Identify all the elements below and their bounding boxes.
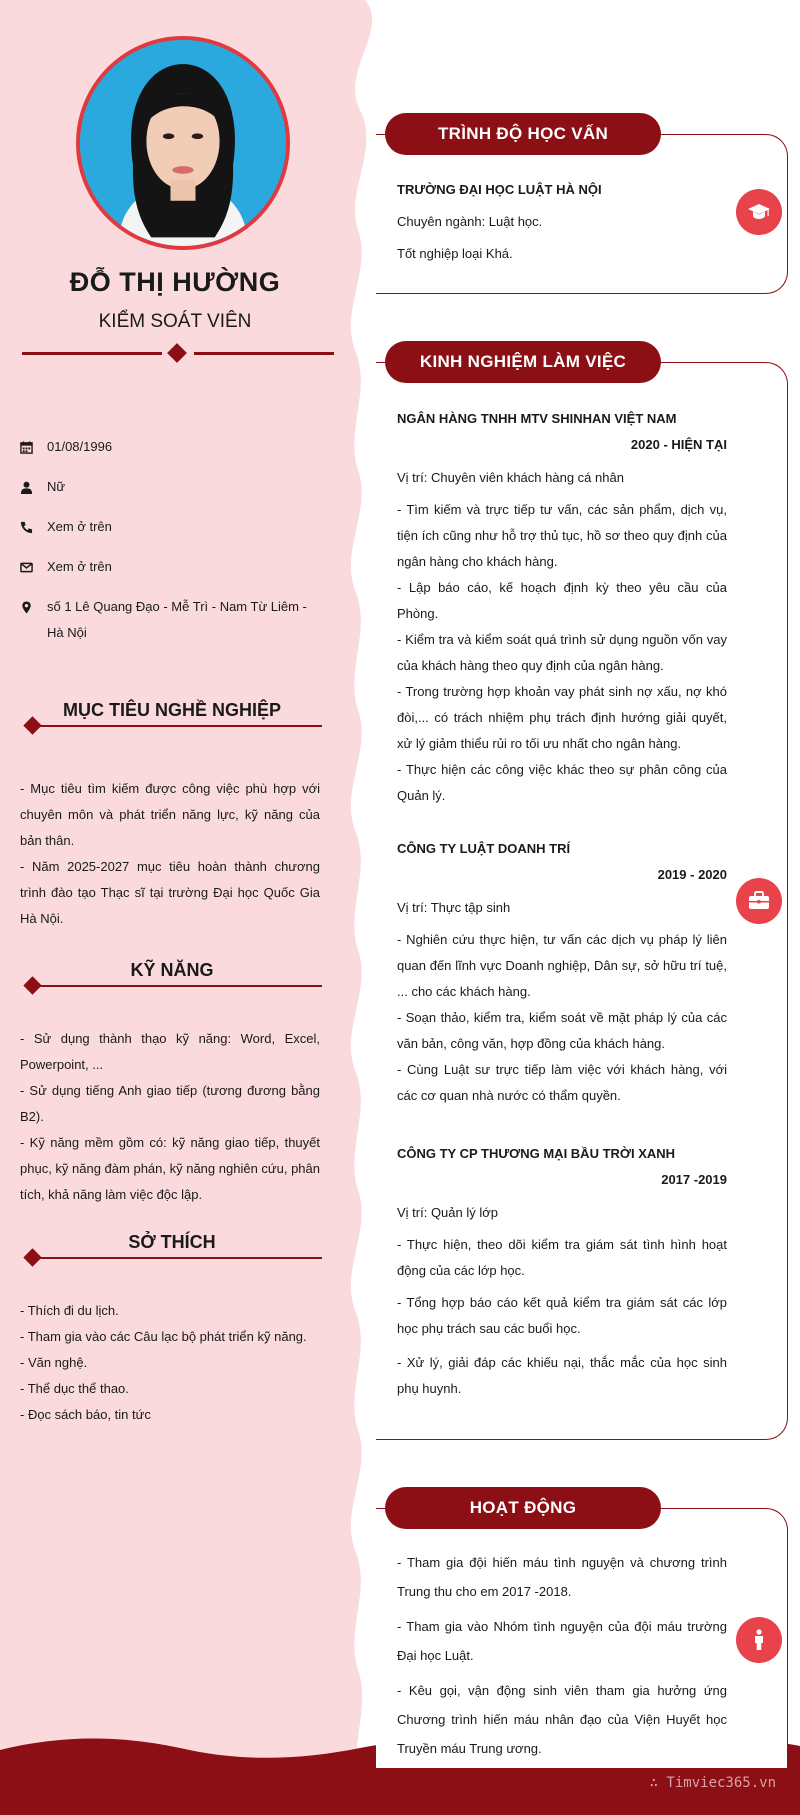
email-icon (20, 554, 47, 580)
hobby-item: - Tham gia vào các Câu lạc bộ phát triển kỹ năng. (20, 1329, 307, 1344)
location-icon (20, 594, 47, 620)
activity-item: - Tham gia vào Nhóm tình nguyện của đội máu trường Đại học Luật. (397, 1619, 727, 1663)
section-title: SỞ THÍCH (128, 1232, 216, 1252)
contact-gender (20, 474, 320, 500)
avatar (76, 36, 290, 250)
career-goal-item: - Năm 2025-2027 mục tiêu hoàn thành chương trình đào tạo Thạc sĩ tại trường Đại học Quốc Gia Hà Nội. (20, 859, 320, 926)
phone-icon (20, 514, 47, 540)
job-3 (397, 1141, 727, 1402)
job-task: - Kiểm tra và kiểm soát quá trình sử dụng nguồn vốn vay của khách hàng theo quy định của ngân hàng. (397, 632, 727, 673)
job-title: KIỂM SOÁT VIÊN (98, 311, 252, 332)
contact-address (20, 594, 320, 646)
name-divider (22, 344, 334, 362)
graduation-cap-icon (736, 189, 782, 235)
hobby-item: - Thích đi du lịch. (20, 1303, 119, 1318)
job-1 (397, 406, 727, 809)
education-line: Tốt nghiệp loại Khá. (397, 246, 513, 261)
hobbies-content (20, 1298, 320, 1428)
job-position: Vị trí: Thực tập sinh (397, 900, 511, 915)
job-task: - Thực hiện các công việc khác theo sự phân công của Quản lý. (397, 762, 727, 803)
hobbies-header (22, 1232, 322, 1262)
hobby-item: - Thể dục thể thao. (20, 1381, 129, 1396)
job-task: - Xử lý, giải đáp các khiếu nại, thắc mắc của học sinh phụ huynh. (397, 1355, 727, 1396)
contact-value: Xem ở trên (47, 519, 112, 534)
company-name: CÔNG TY CP THƯƠNG MẠI BẦU TRỜI XANH (397, 1146, 676, 1161)
activity-item: - Tham gia đội hiến máu tình nguyện và chương trình Trung thu cho em 2017 -2018. (397, 1555, 727, 1599)
job-task: - Lập báo cáo, kế hoạch định kỳ theo yêu cầu của Phòng. (397, 580, 727, 621)
company-name: CÔNG TY LUẬT DOANH TRÍ (397, 841, 571, 856)
contact-value: Nữ (47, 479, 66, 494)
contact-birthday (20, 434, 320, 460)
job-task: - Trong trường hợp khoản vay phát sinh nợ xấu, nợ khó đòi,... có trách nhiệm phụ trách định hướng giải quyết, xử lý giảm thiểu rủi ro tối ưu nhất cho ngân hàng. (397, 684, 727, 751)
section-title: KỸ NĂNG (130, 960, 214, 980)
activities-content (397, 1548, 727, 1763)
education-content (397, 177, 727, 267)
section-title: MỤC TIÊU NGHỀ NGHIỆP (62, 700, 281, 720)
experience-title: KINH NGHIỆM LÀM VIỆC (385, 341, 661, 383)
person-icon (736, 1617, 782, 1663)
job-task: - Thực hiện, theo dõi kiểm tra giám sát tình hình hoạt động của các lớp học. (397, 1237, 727, 1278)
candidate-name: ĐỖ THỊ HƯỜNG (69, 267, 281, 297)
contact-phone (20, 514, 320, 540)
contact-value: Xem ở trên (47, 559, 112, 574)
briefcase-icon (736, 878, 782, 924)
career-goal-content (20, 776, 320, 932)
contact-value: 01/08/1996 (47, 439, 113, 454)
hobby-item: - Đọc sách báo, tin tức (20, 1407, 151, 1422)
job-position: Vị trí: Quản lý lớp (397, 1205, 499, 1220)
job-time: 2020 - HIỆN TẠI (630, 437, 727, 452)
career-goal-header (22, 700, 322, 730)
education-line: Chuyên ngành: Luật học. (397, 214, 543, 229)
job-position: Vị trí: Chuyên viên khách hàng cá nhân (397, 470, 624, 485)
job-task: - Nghiên cứu thực hiện, tư vấn các dịch vụ pháp lý liên quan đến lĩnh vực Doanh nghiệp, Dân sự, sở hữu trí tuệ, ... cho các khách hàng. (397, 932, 727, 999)
career-goal-item: - Mục tiêu tìm kiếm được công việc phù hợp với chuyên môn và phát triển năng lực, kỹ năng của bản thân. (20, 781, 320, 848)
footer-brand[interactable]: ∴ Timviec365.vn (649, 1775, 776, 1791)
skill-item: - Sử dụng thành thạo kỹ năng: Word, Excel, Powerpoint, ... (20, 1031, 320, 1072)
job-task: - Cùng Luật sư trực tiếp làm việc với khách hàng, với các cơ quan nhà nước có thẩm quyền. (397, 1062, 727, 1103)
activity-item: - Kêu gọi, vận động sinh viên tham gia hưởng ứng Chương trình hiến máu nhân đạo của Viện Huyết học Truyền máu Trung ương. (397, 1683, 727, 1756)
hobby-item: - Văn nghệ. (20, 1355, 88, 1370)
contact-email (20, 554, 320, 580)
skills-header (22, 960, 322, 990)
education-title: TRÌNH ĐỘ HỌC VẤN (385, 113, 661, 155)
skill-item: - Kỹ năng mềm gồm có: kỹ năng giao tiếp, thuyết phục, kỹ năng đàm phán, kỹ năng nghiên cứu, phân tích, khả năng làm việc độc lập. (20, 1135, 320, 1202)
job-task: - Soạn thảo, kiểm tra, kiểm soát về mặt pháp lý của các văn bản, công văn, hợp đồng của khách hàng. (397, 1010, 727, 1051)
job-task: - Tổng hợp báo cáo kết quả kiểm tra giám sát các lớp học phụ trách sau các buổi học. (397, 1295, 727, 1336)
company-name: NGÂN HÀNG TNHH MTV SHINHAN VIỆT NAM (397, 411, 677, 426)
school-name: TRƯỜNG ĐẠI HỌC LUẬT HÀ NỘI (397, 182, 602, 197)
job-2 (397, 836, 727, 1109)
job-time: 2019 - 2020 (657, 867, 727, 882)
job-task: - Tìm kiếm và trực tiếp tư vấn, các sản phẩm, dịch vụ, tiện ích cũng như hỗ trợ thủ tục, hồ sơ theo quy định của ngân hàng cho khách hàng. (397, 502, 727, 569)
skill-item: - Sử dụng tiếng Anh giao tiếp (tương đương bằng B2). (20, 1083, 320, 1124)
skills-content (20, 1026, 320, 1208)
calendar-icon (20, 434, 47, 460)
activities-title: HOẠT ĐỘNG (385, 1487, 661, 1529)
contact-value: số 1 Lê Quang Đạo - Mễ Trì - Nam Từ Liêm - Hà Nội (47, 599, 307, 640)
job-time: 2017 -2019 (661, 1172, 727, 1187)
user-icon (20, 474, 47, 500)
